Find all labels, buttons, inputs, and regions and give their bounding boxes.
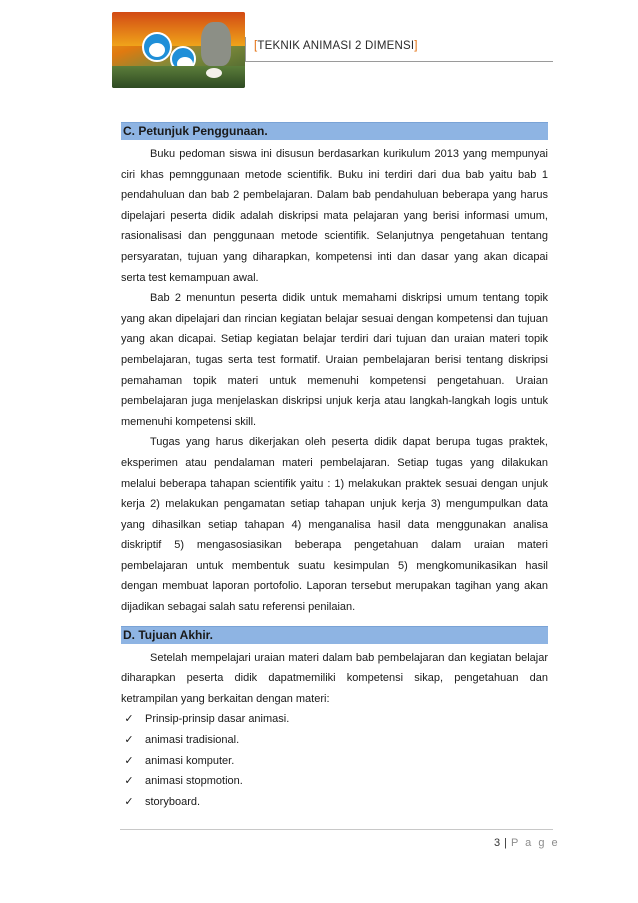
checkmark-icon: ✓ — [124, 754, 134, 767]
list-item-label: animasi komputer. — [145, 754, 235, 767]
illustration-creature — [201, 22, 231, 66]
cover-illustration — [112, 12, 245, 88]
list-item-label: animasi tradisional. — [145, 734, 240, 747]
checkmark-icon: ✓ — [124, 775, 134, 788]
page-content — [121, 122, 548, 812]
section-spacer — [121, 618, 548, 626]
checkmark-icon: ✓ — [124, 795, 134, 808]
list-item — [123, 751, 548, 772]
header-bracket-close: ] — [414, 40, 418, 52]
section-heading-c: C. Petunjuk Penggunaan. — [121, 122, 548, 140]
paragraph: Buku pedoman siswa ini disusun berdasarkan kurikulum 2013 yang mempunyai ciri khas pemnggunaan metode scientifik. Buku ini terdiri dari dua bab yaitu bab 1 pendahuluan dan bab 2 pembelajaran. Dalam bab pendahuluan beberapa yang harus dipelajari peserta didik adalah diskripsi mata pelajaran yang berisi informasi umum, rasionalisasi dan penggunaan metode scientifik. Selanjutnya pengetahuan tentang persyaratan, tujuan yang diharapkan, kompetensi inti dan dasar yang akan dicapai serta test kemampuan awal. — [121, 148, 548, 284]
footer-rule — [120, 829, 553, 830]
document-header-title — [254, 40, 418, 52]
checkmark-icon: ✓ — [124, 734, 134, 747]
list-item-label: Prinsip-prinsip dasar animasi. — [145, 713, 290, 726]
page-number-footer — [494, 837, 560, 849]
checkmark-icon: ✓ — [124, 713, 134, 726]
footer-separator: | — [504, 837, 507, 849]
section-heading-d: D. Tujuan Akhir. — [121, 626, 548, 644]
illustration-ground — [112, 66, 245, 88]
header-title-text: TEKNIK ANIMASI 2 DIMENSI — [257, 40, 415, 52]
paragraph: Setelah mempelajari uraian materi dalam bab pembelajaran dan kegiatan belajar diharapkan peserta didik dapatmemiliki kompetensi sikap, pengetahuan dan ketrampilan yang berkaitan dengan materi: — [121, 651, 548, 705]
list-item — [123, 792, 548, 813]
illustration-character — [142, 32, 172, 62]
header-divider — [245, 37, 246, 62]
list-item — [123, 709, 548, 730]
page-number: 3 — [494, 837, 501, 849]
paragraph: Bab 2 menuntun peserta didik untuk memahami diskripsi umum tentang topik yang akan dipelajari dan rincian kegiatan belajar sesuai dengan kompetensi dan tujuan yang akan dicapai. Setiap kegiatan belajar terdiri dari tujuan dan uraian materi topik pembelajaran, tugas serta test formatif. Uraian pembelajaran berisi tentang diskripsi pemahaman topik materi untuk memenuhi kompetensi pengetahuan. Uraian pembelajaran juga menjelaskan diskripsi unjuk kerja atau langkah-langkah logis untuk memenuhi kompetensi skill. — [121, 292, 548, 428]
list-item-label: storyboard. — [145, 795, 201, 808]
header-bracket-open: [ — [254, 40, 258, 52]
illustration-pet — [206, 68, 222, 78]
list-item — [123, 730, 548, 751]
paragraph: Tugas yang harus dikerjakan oleh peserta didik dapat berupa tugas praktek, eksperimen atau pendalaman materi pembelajaran. Setiap tugas yang dilakukan melalui beberapa tahapan scientifik yaitu : 1) melakukan praktek sesuai dengan unjuk kerja 2) melakukan pengamatan setiap tahapan unjuk kerja 3) mengumpulkan data yang dihasilkan setiap tahapan 4) menganalisa hasil data menggunakan analisa diskriptif 5) mengasosiasikan beberapa pengetahuan dalam uraian materi pembelajaran untuk membentuk suatu kesimpulan 5) mengkomunikasikan hasil dengan membuat laporan portofolio. Laporan tersebut merupakan tagihan yang akan dijadikan sebagai salah satu referensi penilaian. — [121, 436, 548, 614]
list-item — [123, 771, 548, 792]
objectives-checklist — [121, 709, 548, 812]
page-label: P a g e — [510, 837, 560, 849]
list-item-label: animasi stopmotion. — [145, 775, 243, 788]
header-rule — [245, 61, 553, 62]
